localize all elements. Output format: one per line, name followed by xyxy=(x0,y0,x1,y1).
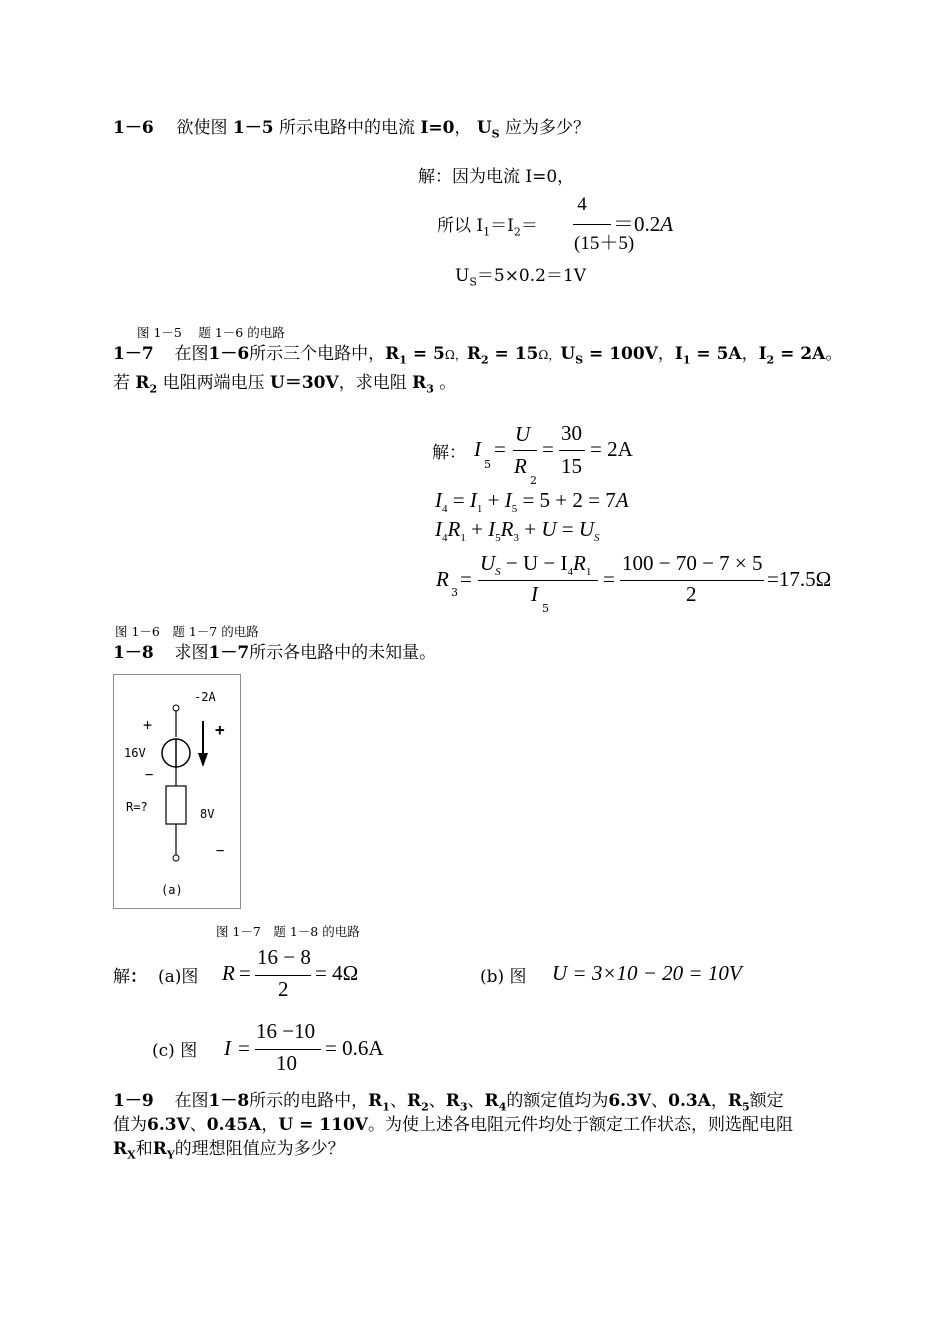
sol-a-num: 16 − 8 xyxy=(257,945,311,969)
sol-a-den: 2 xyxy=(278,977,289,1001)
solution-1-6-line3: $U_S=5\times 0.2=1V$ xyxy=(455,266,587,289)
figure-label: (a) xyxy=(161,883,183,897)
sol-a-eq: = xyxy=(239,961,251,985)
circuit-figure-a xyxy=(113,674,241,909)
figure-caption-1-5: 图 1－5 题 1－6 的电路 xyxy=(137,325,285,340)
eq2: $I_4 = I_1 + I_5 = 5 + 2 = 7A$ xyxy=(435,488,629,516)
sol-c-den: 10 xyxy=(276,1051,297,1075)
symbol-us: $U_S$ xyxy=(476,118,500,141)
figure-caption-1-6: 图 1－6 题 1－7 的电路 xyxy=(115,624,259,639)
question-number: 1－6 xyxy=(113,118,154,138)
eq1-lhs-sub: 5 xyxy=(484,458,491,471)
minus-right: − xyxy=(216,843,225,859)
sol-c-eq: = xyxy=(238,1036,250,1060)
question-1-9-line1: 1－9 在图1－8所示的电路中，$R_1$、$R_2$、$R_3$、$R_4$的额定值均为6.3V、0.3A，$R_5$额定 xyxy=(113,1091,784,1114)
eq1-lhs: I xyxy=(474,437,481,461)
figure-caption-1-7: 图 1－7 题 1－8 的电路 xyxy=(216,924,360,939)
solution-a-label: (a)图 xyxy=(158,967,199,987)
eq4-den2: 2 xyxy=(686,582,697,606)
eq4-lhs-sub: 3 xyxy=(451,586,458,599)
question-text: 应为多少？ xyxy=(505,118,590,138)
eq4-num2: 100 − 70 − 7 × 5 xyxy=(622,551,763,575)
solution-b-label: (b) 图 xyxy=(480,967,527,987)
question-1-6 xyxy=(113,117,590,145)
eq4-equals: = xyxy=(460,567,472,591)
question-text: 所示电路中的电流 xyxy=(278,118,415,138)
plus-right: + xyxy=(215,720,225,739)
question-1-7-line2: 若 $R_2$ 电阻两端电压 U＝30V，求电阻 $R_3$ 。 xyxy=(113,373,457,396)
solution-1-6-line2: 所以 $I_1=I_2=$ xyxy=(437,216,538,239)
eq4-equals2: = xyxy=(603,567,615,591)
eq1-rhs: = 2A xyxy=(590,437,633,461)
question-1-7-line1: 1－7 在图1－6所示三个电路中，$R_1 = 5\Omega$，$R_2 = 15\Omega$，$U_S = 100V$，$I_1 = 5A$，$I_2 = 2A$。 xyxy=(113,344,843,367)
question-1-9-line2: 值为6.3V、0.45A，U = 110V。为使上述各电阻元件均处于额定工作状态，则选配电阻 xyxy=(113,1115,793,1135)
eq1-den1-sub: 2 xyxy=(530,474,537,487)
circuit-diagram xyxy=(114,675,240,908)
eq1-den1: R xyxy=(514,454,527,478)
eq1-num2: 30 xyxy=(561,421,582,445)
figure-ref: 1－8 xyxy=(208,1091,250,1111)
question-number: 1－7 xyxy=(113,344,154,364)
resistor-label: R=? xyxy=(126,800,148,814)
eq4-bar1 xyxy=(478,580,598,581)
eq4-den-sub: 5 xyxy=(542,602,549,615)
fraction-denominator: (15＋5) xyxy=(574,233,635,254)
eq4-numerator: $U_S - U - I_4R_1$ xyxy=(480,551,592,579)
eq1-num1: U xyxy=(515,422,531,446)
eq1-bar2 xyxy=(559,450,585,451)
terminal-top xyxy=(173,705,179,711)
punct: ， xyxy=(454,118,472,138)
eq1-bar1 xyxy=(513,450,537,451)
figure-ref: 1－6 xyxy=(208,344,250,364)
question-number: 1－9 xyxy=(113,1091,154,1111)
sol-a-bar xyxy=(255,975,311,976)
solution-b-equation: U = 3×10 − 20 = 10V xyxy=(552,961,742,985)
plus-left: + xyxy=(143,716,153,734)
sol-c-lhs: I xyxy=(224,1036,231,1060)
sol-a-rhs: = 4Ω xyxy=(315,961,359,985)
eq1-equals2: = xyxy=(542,437,554,461)
eq1-equals: = xyxy=(494,437,506,461)
sol-a-lhs: R xyxy=(222,961,235,985)
sol-c-num: 16 −10 xyxy=(256,1019,316,1043)
solution-1-6-line1: 解：因为电流 I=0， xyxy=(418,167,575,187)
fraction-bar xyxy=(573,224,611,225)
question-text: 欲使图 xyxy=(176,118,228,138)
source-voltage-label: 16V xyxy=(124,746,146,760)
eq3: $I_4R_1 + I_5R_3 + U = U_S$ xyxy=(435,517,600,545)
condition: I=0 xyxy=(420,118,455,138)
current-label: -2A xyxy=(194,690,216,704)
figure-ref: 1－5 xyxy=(232,118,274,138)
resistor-icon xyxy=(166,786,186,824)
solution-1-6-result: ＝0.2A xyxy=(613,212,674,236)
eq4-rhs: =17.5Ω xyxy=(767,567,832,591)
eq1-den2: 15 xyxy=(561,454,582,478)
terminal-bottom xyxy=(173,855,179,861)
eq4-den: I xyxy=(531,582,538,606)
solution-c-label: (c) 图 xyxy=(152,1041,198,1061)
eq4-lhs: R xyxy=(436,567,449,591)
sol-c-bar xyxy=(255,1049,321,1050)
eq4-bar2 xyxy=(620,580,764,581)
question-1-9-line3: $R_X$和$R_Y$的理想阻值应为多少？ xyxy=(113,1139,345,1162)
arrow-head-icon xyxy=(198,753,208,767)
minus-left: − xyxy=(145,767,154,783)
question-1-8: 1－8 求图1－7所示各电路中的未知量。 xyxy=(113,643,437,663)
fraction-numerator: 4 xyxy=(577,194,587,215)
solution-1-8-lead: 解： xyxy=(113,967,147,987)
solution-1-7-lead: 解： xyxy=(432,443,466,463)
resistor-voltage-label: 8V xyxy=(200,807,215,821)
figure-ref: 1－7 xyxy=(208,643,250,663)
sol-c-rhs: = 0.6A xyxy=(325,1036,384,1060)
question-number: 1－8 xyxy=(113,643,154,663)
